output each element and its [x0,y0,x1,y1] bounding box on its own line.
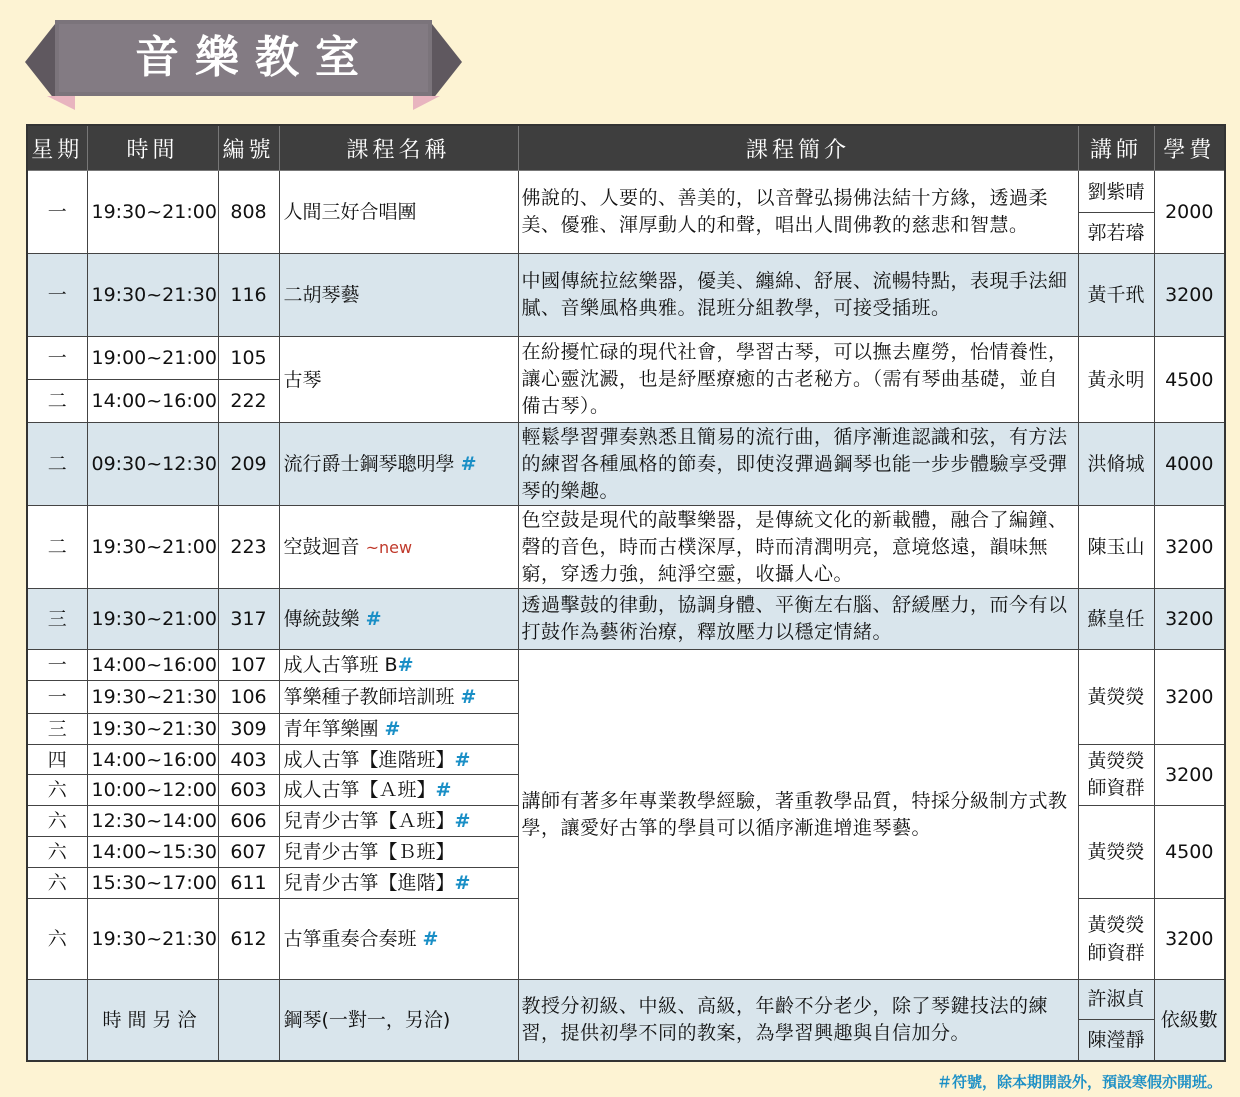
col-day: 星期 [27,125,87,171]
table-row: 六 14:00~15:30 607 兒青少古箏【Ｂ班】 [27,837,1225,868]
table-row: 六 19:30~21:30 612 古箏重奏合奏班 # 黃熒熒 師資群 3200 [27,899,1225,980]
table-row: 一 14:00~16:00 107 成人古箏班 B# 講師有著多年專業教學經驗，著重教學品質，特採分級制方式教學，讓愛好古箏的學員可以循序漸進增進琴藝。 黃熒熒 3200 [27,650,1225,681]
col-time: 時間 [87,125,218,171]
table-row: 一 19:30~21:30 116 二胡琴藝 中國傳統拉絃樂器，優美、纏綿、舒展、流暢特點，表現手法細膩、音樂風格典雅。混班分組教學，可接受插班。 黃千玳 3200 [27,254,1225,337]
course-table [26,124,1226,1062]
col-name: 課程名稱 [279,125,518,171]
table-row: 二 19:30~21:00 223 空鼓迴音 ~new 色空鼓是現代的敲擊樂器，是傳統文化的新載體，融合了編鐘、磬的音色，時而古樸深厚，時而清潤明亮，意境悠遠，韻味無窮，穿透力強，純淨空靈，收攝人心。 陳玉山 3200 [27,506,1225,589]
table-row: 三 19:30~21:00 317 傳統鼓樂 # 透過擊鼓的律動，協調身體、平衡左右腦、舒緩壓力，而今有以打鼓作為藝術治療，釋放壓力以穩定情緒。 蘇皇任 3200 [27,589,1225,650]
page-title: 音樂教室 [135,32,375,83]
table-row: 六 15:30~17:00 611 兒青少古箏【進階】# [27,868,1225,899]
col-teacher: 講師 [1078,125,1154,171]
table-row: 二 14:00~16:00 222 [27,380,1225,423]
table-header [27,125,1225,171]
table-row: 時間另洽 鋼琴(一對一，另洽) 教授分初級、中級、高級，年齡不分老少，除了琴鍵技法的練習，提供初學不同的教案，為學習興趣與自信加分。 許淑貞 陳瀅靜 依級數 [27,980,1225,1062]
zheng-intro: 講師有著多年專業教學經驗，著重教學品質，特採分級制方式教學，讓愛好古箏的學員可以循序漸進增進琴藝。 [518,650,1078,980]
table-row: 一 19:30~21:00 808 人間三好合唱團 佛說的、人要的、善美的，以音聲弘揚佛法結十方緣，透過柔美、優雅、渾厚動人的和聲，唱出人間佛教的慈悲和智慧。 劉紫晴 郭若璿 2000 [27,171,1225,254]
table-row: 六 10:00~12:00 603 成人古箏【Ａ班】# [27,775,1225,806]
table-row: 三 19:30~21:30 309 青年箏樂團 # [27,714,1225,745]
col-code: 編號 [218,125,279,171]
table-row: 一 19:00~21:00 105 古琴 在紛擾忙碌的現代社會，學習古琴，可以撫去塵勞，怡情養性，讓心靈沈澱，也是紓壓療癒的古老秘方。（需有琴曲基礎，並自備古琴）。 黃永明 4500 [27,337,1225,380]
table-row: 二 09:30~12:30 209 流行爵士鋼琴聰明學 # 輕鬆學習彈奏熟悉且簡易的流行曲，循序漸進認識和弦，有方法的練習各種風格的節奏，即使沒彈過鋼琴也能一步步體驗享受彈琴的樂趣。 洪脩城 4000 [27,423,1225,506]
col-fee: 學費 [1154,125,1225,171]
footnote: ＃符號，除本期開設外，預設寒假亦開班。 [936,1073,1222,1091]
col-intro: 課程簡介 [518,125,1078,171]
table-row: 六 12:30~14:00 606 兒青少古箏【Ａ班】# 黃熒熒 4500 [27,806,1225,837]
table-row: 四 14:00~16:00 403 成人古箏【進階班】# 黃熒熒 師資群 3200 [27,745,1225,775]
table-row: 一 19:30~21:30 106 箏樂種子教師培訓班 # [27,681,1225,714]
